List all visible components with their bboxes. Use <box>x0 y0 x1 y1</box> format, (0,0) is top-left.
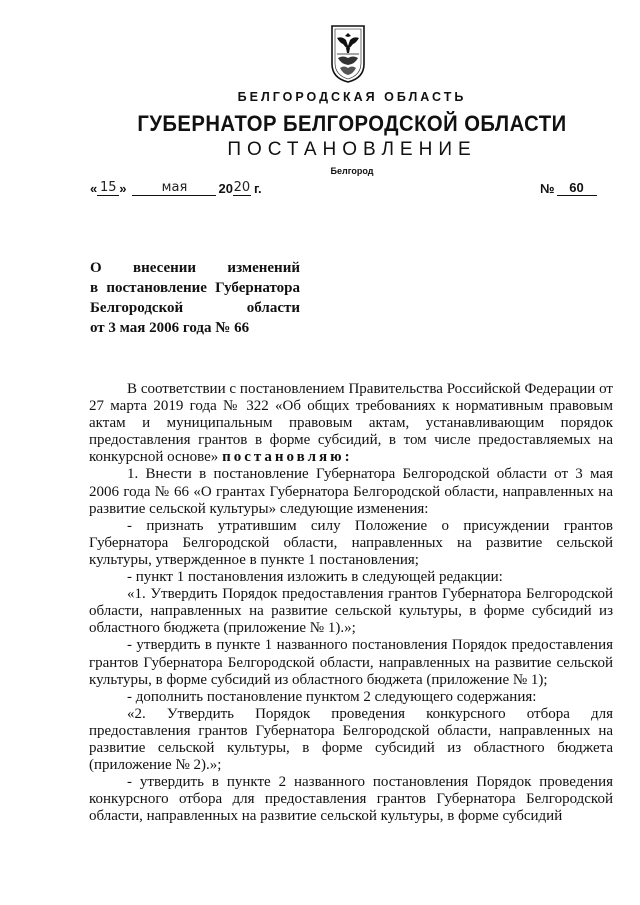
date-line <box>90 178 262 196</box>
date-day: 15 <box>97 181 119 196</box>
paragraph: «1. Утвердить Порядок предоставления грантов Губернатора Белгородской области, направленных на развитие сельской культуры, в форме субсидий из областного бюджета (приложение № 1).»; <box>89 586 613 637</box>
subject-line: в постановление Губернатора <box>90 280 300 296</box>
paragraph: - пункт 1 постановления изложить в следующей редакции: <box>127 569 503 586</box>
paragraph: - утвердить в пункте 2 названного постановления Порядок проведения конкурсного отбора для предоставления грантов Губернатора Белгородской области, направленных на развитие сельской культуры, в форме субсидий <box>89 774 613 825</box>
subject-line: О внесении изменений <box>90 260 300 276</box>
paragraph: - утвердить в пункте 1 названного постановления Порядок предоставления грантов Губернатора Белгородской области, направленных на развитие сельской культуры, в форме субсидий из областного бюджета (приложение № 1); <box>89 637 613 688</box>
decree-word-colon: : <box>344 449 350 466</box>
decree-word: постановляю <box>222 449 345 466</box>
paragraph-text: В соответствии с постановлением Правительства Российской Федерации от 27 марта 2019 года № 322 «Об общих требованиях к нормативным правовым актам и муниципальным правовым актам, устанавливающим порядок предоставления грантов в форме субсидий, в том числе предоставляемых на конкурсной основе» <box>89 381 613 466</box>
subject-line: от 3 мая 2006 года № 66 <box>90 320 250 336</box>
number-value: 60 <box>557 181 597 196</box>
decree-number <box>540 178 597 196</box>
number-label: № <box>540 181 555 196</box>
paragraph: «2. Утвердить Порядок проведения конкурсного отбора для предоставления грантов Губернатора Белгородской области, направленных на развитие сельской культуры, в форме субсидий из областного бюджета (приложение № 2).»; <box>89 705 613 774</box>
paragraph: - дополнить постановление пунктом 2 следующего содержания: <box>127 688 537 705</box>
date-year-mark: г. <box>253 181 262 196</box>
governor-title: ГУБЕРНАТОР БЕЛГОРОДСКОЙ ОБЛАСТИ <box>137 111 567 136</box>
date-close-quote: » <box>119 181 127 196</box>
city-name: Белгород <box>330 166 374 176</box>
date-month: мая <box>132 181 216 196</box>
document-type: ПОСТАНОВЛЕНИЕ <box>227 139 477 160</box>
coat-of-arms-icon <box>329 24 367 84</box>
date-year-prefix: 20 <box>218 181 233 196</box>
region-title: БЕЛГОРОДСКАЯ ОБЛАСТЬ <box>237 90 467 104</box>
paragraph <box>89 381 613 466</box>
paragraph: 1. Внести в постановление Губернатора Белгородской области от 3 мая 2006 года № 66 «О грантах Губернатора Белгородской области, направленных на развитие сельской культуры» следующие изменения: <box>89 466 613 517</box>
subject-line: Белгородской области <box>90 300 300 316</box>
date-open-quote: « <box>90 181 98 196</box>
paragraph: - признать утратившим силу Положение о присуждении грантов Губернатора Белгородской области, направленных на развитие сельской культуры, утвержденное в пункте 1 постановления; <box>89 517 613 568</box>
decree-body <box>89 381 613 825</box>
decree-subject <box>90 258 300 338</box>
date-year-suffix: 20 <box>233 180 251 195</box>
